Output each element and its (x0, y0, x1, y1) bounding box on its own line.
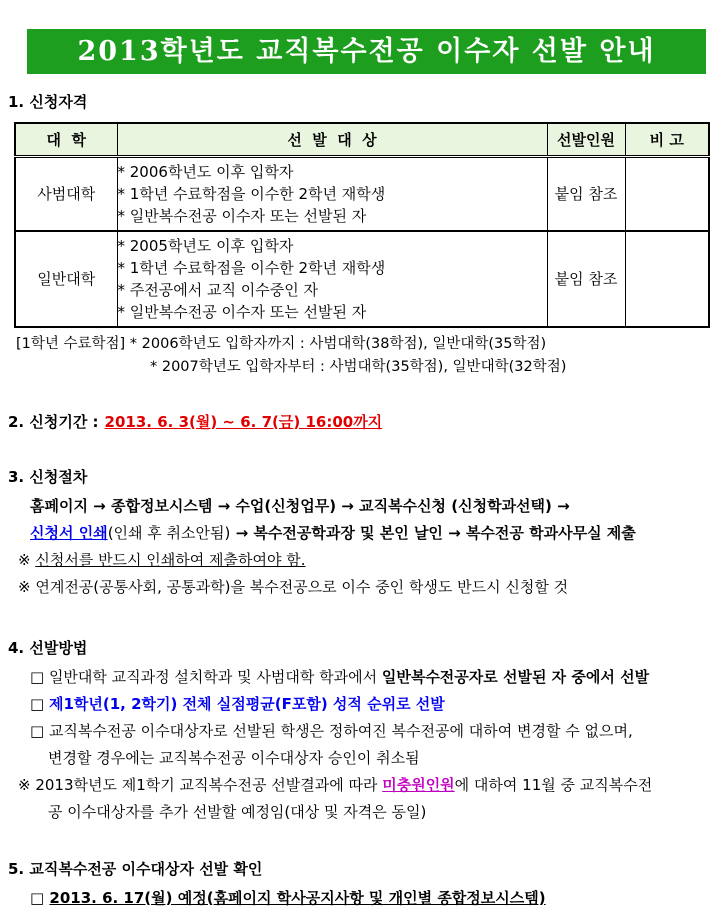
footnote-line-2 (16, 356, 725, 379)
bullet-marker: □ (30, 888, 50, 907)
application-period: 2013. 6. 3(월) ~ 6. 7(금) 16:00까지 (104, 412, 383, 431)
table-row-general-college (15, 231, 709, 327)
procedure-note-1-text: 신청서를 반드시 인쇄하여 제출하여야 함. (35, 550, 306, 569)
section2-heading-line (8, 411, 725, 432)
footnote-text-2006: * 2006학년도 입학자까지 : 사범대학(38학점), 일반대학(35학점) (125, 335, 547, 352)
additional-selection-note-line-1 (18, 772, 725, 799)
procedure-flow-line-2 (30, 520, 725, 547)
procedure-flow-rest: → 복수전공학과장 및 본인 날인 → 복수전공 학과사무실 제출 (230, 523, 636, 542)
table-row-education-college (15, 156, 709, 231)
method-bullet-1-normal: □ 일반대학 교직과정 설치학과 및 사범대학 학과에서 (30, 667, 382, 686)
footnote-label: [1학년 수료학점] (16, 335, 126, 352)
college-name: 사범대학 (15, 156, 117, 231)
criteria-cell (117, 156, 547, 231)
document-title: 2013학년도 교직복수전공 이수자 선발 안내 (77, 36, 656, 67)
bullet-marker: □ (30, 694, 49, 713)
reference-mark: ※ (18, 550, 36, 569)
unfilled-quota-highlight: 미충원인원 (382, 775, 455, 794)
method-bullet-3-line-2: 변경할 경우에는 교직복수전공 이수대상자 승인이 취소됨 (48, 748, 420, 767)
eligibility-table (14, 122, 710, 328)
criteria-item: * 일반복수전공 이수자 또는 선발된 자 (117, 302, 367, 321)
document-page (0, 29, 725, 907)
criteria-cell (117, 231, 547, 327)
procedure-flow-line-1: 홈페이지 → 종합정보시스템 → 수업(신청업무) → 교직복수신청 (신청학과선택) → (30, 496, 570, 515)
col-header-quota: 선발인원 (547, 123, 625, 156)
confirmation-date-text: 2013. 6. 17(월) 예정(홈페이지 학사공지사항 및 개인별 종합정보시스템) (49, 888, 546, 907)
print-application-link: 신청서 인쇄 (30, 523, 108, 542)
section1-heading: 1. 신청자격 (8, 93, 88, 111)
table-header-row (15, 123, 709, 156)
method-bullet-1 (30, 664, 725, 691)
credit-footnote (16, 333, 725, 379)
col-header-college: 대 학 (15, 123, 117, 156)
gpa-rank-criterion: 제1학년(1, 2학기) 전체 실점평균(F포함) 성적 순위로 선발 (48, 694, 445, 713)
quota-cell: 붙임 참조 (547, 231, 625, 327)
criteria-item: * 주전공에서 교직 이수중인 자 (117, 280, 318, 299)
criteria-item: * 일반복수전공 이수자 또는 선발된 자 (117, 206, 367, 225)
section5-heading: 5. 교직복수전공 이수대상자 선발 확인 (8, 859, 263, 878)
method-bullet-2 (30, 691, 725, 718)
document-title-banner (27, 29, 706, 74)
note-cell (625, 231, 709, 327)
additional-selection-note-line-2: 공 이수대상자를 추가 선발할 예정임(대상 및 자격은 동일) (48, 802, 427, 821)
criteria-item: * 1학년 수료학점을 이수한 2학년 재학생 (117, 258, 386, 277)
col-header-note: 비 고 (625, 123, 709, 156)
procedure-note-2: ※ 연계전공(공통사회, 공통과학)을 복수전공으로 이수 중인 학생도 반드시 신청할 것 (18, 577, 569, 596)
col-header-criteria: 선 발 대 상 (117, 123, 547, 156)
quota-cell: 붙임 참조 (547, 156, 625, 231)
college-name: 일반대학 (15, 231, 117, 327)
confirmation-date-bullet (30, 885, 725, 912)
section2-heading: 2. 신청기간 : (8, 412, 99, 431)
criteria-item: * 2006학년도 이후 입학자 (117, 162, 294, 181)
criteria-item: * 2005학년도 이후 입학자 (117, 236, 294, 255)
additional-selection-post: 에 대하여 11월 중 교직복수전 (454, 775, 653, 794)
footnote-text-2007: * 2007학년도 입학자부터 : 사범대학(35학점), 일반대학(32학점) (150, 358, 567, 375)
procedure-note-1 (18, 547, 725, 574)
additional-selection-pre: ※ 2013학년도 제1학기 교직복수전공 선발결과에 따라 (18, 775, 383, 794)
note-cell (625, 156, 709, 231)
section3-heading: 3. 신청절차 (8, 467, 88, 486)
section4-heading: 4. 선발방법 (8, 638, 88, 657)
method-bullet-3-line-1: □ 교직복수전공 이수대상자로 선발된 학생은 정하여진 복수전공에 대하여 변경할 수 없으며, (30, 721, 633, 740)
print-note-paren: (인쇄 후 취소안됨) (107, 523, 231, 542)
criteria-item: * 1학년 수료학점을 이수한 2학년 재학생 (117, 184, 386, 203)
footnote-line-1 (16, 333, 725, 356)
method-bullet-1-bold: 일반복수전공자로 선발된 자 중에서 선발 (381, 667, 650, 686)
